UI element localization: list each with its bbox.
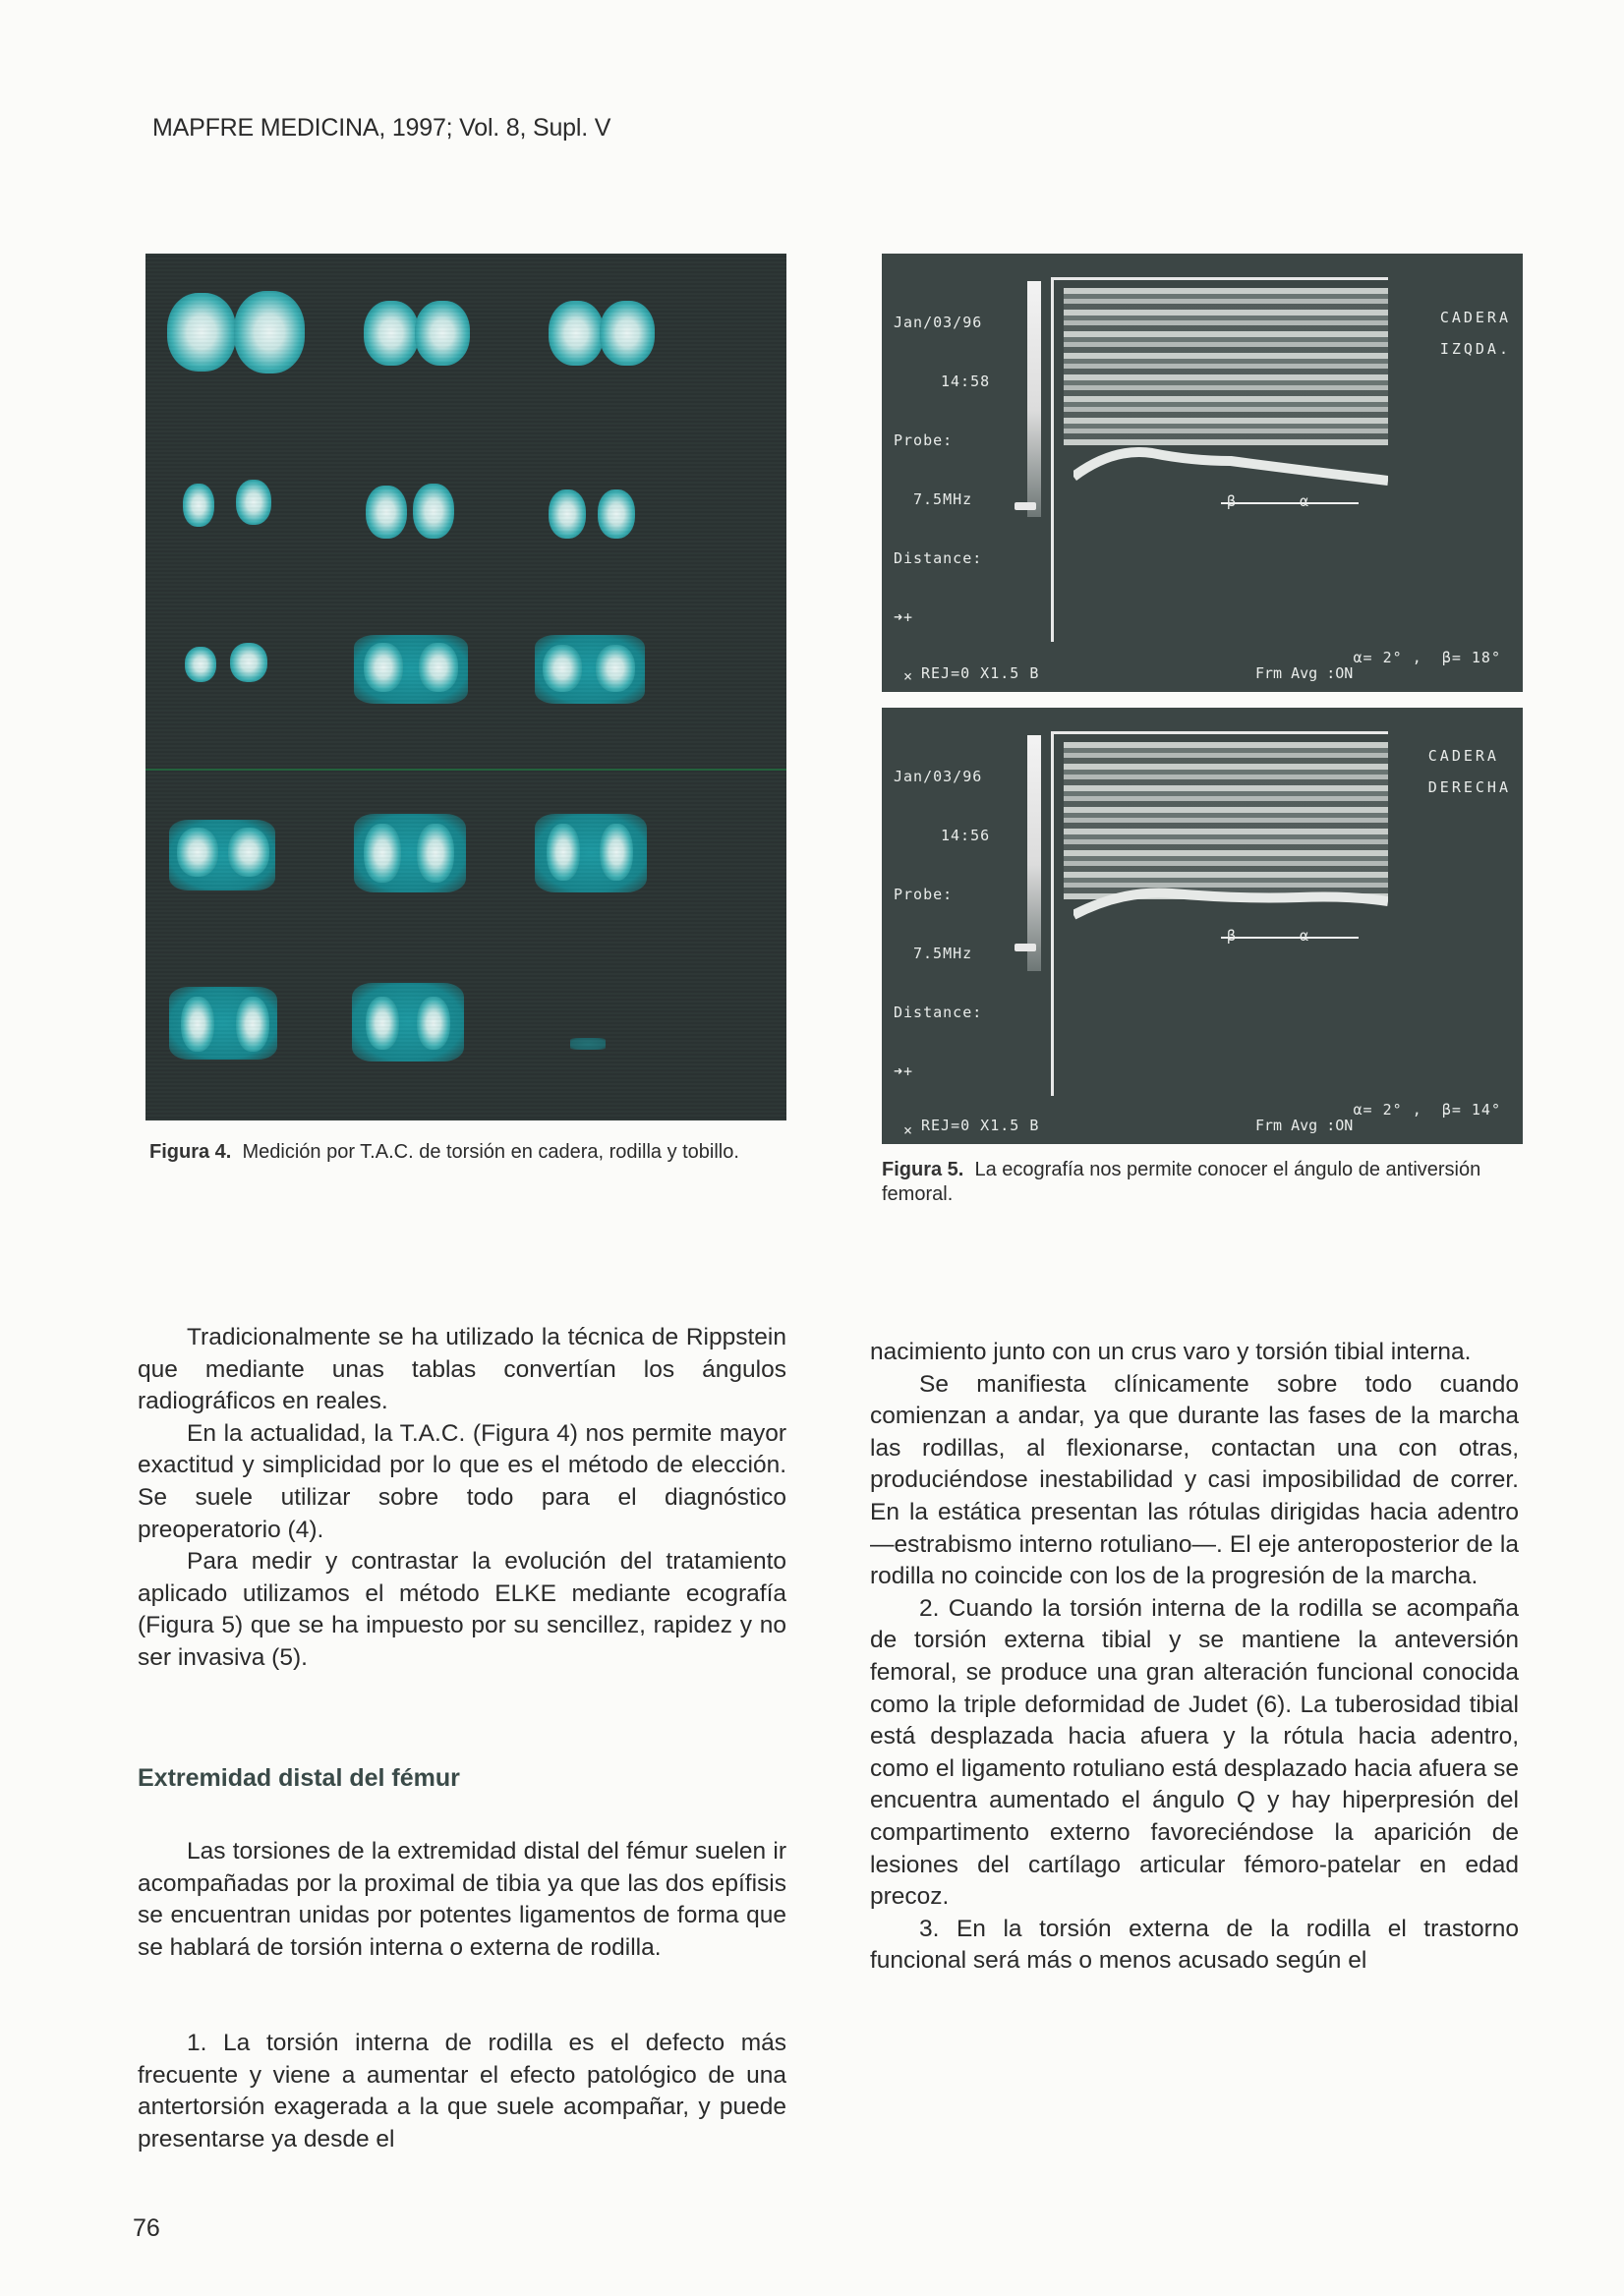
cursor-arrow-icon: ➜+ xyxy=(894,1062,914,1080)
cursor-x-icon: × xyxy=(903,1121,914,1139)
figure-5-caption-text: La ecografía nos permite conocer el ángulo de antiversión femoral. xyxy=(882,1159,1481,1205)
femoral-head-echo xyxy=(1073,447,1388,487)
alpha-angle: α= 2° , xyxy=(1353,649,1422,666)
page-number: 76 xyxy=(133,2214,160,2242)
ct-slice xyxy=(364,824,401,883)
ct-slice xyxy=(598,489,635,539)
probe-label: Probe: xyxy=(894,886,954,903)
figure-4-caption xyxy=(149,1140,788,1165)
measurement-line xyxy=(1221,502,1359,504)
frame-average-readout: Frm Avg :ON xyxy=(1255,664,1354,682)
distance-label: Distance: xyxy=(894,1004,983,1021)
ct-slice xyxy=(236,997,269,1052)
grayscale-bar xyxy=(1027,735,1041,971)
distance-label: Distance: xyxy=(894,549,983,567)
cursor-arrow-icon: ➜+ xyxy=(894,608,914,626)
femoral-head-echo xyxy=(1073,882,1388,921)
ct-slice xyxy=(570,1038,606,1050)
grayscale-bar xyxy=(1027,281,1041,517)
paragraph: Tradicionalmente se ha utilizado la técnica de Rippstein que mediante unas tablas convertían los ángulos radiográficos en reales. xyxy=(138,1324,786,1415)
ct-slice xyxy=(364,301,419,366)
alpha-angle: α= 2° , xyxy=(1353,1101,1422,1119)
scan-time: 14:56 xyxy=(941,827,991,844)
ct-slice xyxy=(230,643,267,682)
ct-slice xyxy=(366,997,399,1050)
ct-slice xyxy=(183,484,214,527)
figure-4-caption-text: Medición por T.A.C. de torsión en cadera, rodilla y tobillo. xyxy=(242,1141,739,1163)
alpha-marker: α xyxy=(1300,492,1309,510)
scan-artifact-line xyxy=(145,769,786,771)
beta-marker: β xyxy=(1227,927,1237,945)
journal-header: MAPFRE MEDICINA, 1997; Vol. 8, Supl. V xyxy=(152,114,611,142)
beta-angle: β= 14° xyxy=(1441,1101,1501,1119)
scan-time: 14:58 xyxy=(941,373,991,390)
beta-marker: β xyxy=(1227,492,1237,510)
ultrasound-info-panel xyxy=(894,727,990,1144)
ct-slice xyxy=(181,997,214,1052)
paragraph: Se manifiesta clínicamente sobre todo cuando comienzan a andar, ya que durante las fases de la marcha las rodillas, al flexionarse, contactan una con otras, produciéndose inestabilidad y casi imposibilidad de correr. En la estática presentan las rótulas dirigidas hacia adentro —estrabismo interno rotuliano—. El eje anteroposterior de la rodilla no coincide con los de la progresión de la marcha. xyxy=(870,1370,1519,1590)
side-label-line-1: CADERA xyxy=(1439,309,1511,326)
side-label-line-2: IZQDA. xyxy=(1439,340,1511,358)
side-label-line-2: DERECHA xyxy=(1427,778,1511,796)
ct-slice xyxy=(600,301,655,366)
alpha-marker: α xyxy=(1300,927,1309,945)
cursor-x-icon: × xyxy=(903,667,914,685)
ct-slice xyxy=(419,643,458,692)
rej-zoom-readout: REJ=0 X1.5 B xyxy=(921,664,1040,682)
ct-slice xyxy=(364,643,403,692)
angle-readout xyxy=(1354,1101,1501,1119)
ct-slice xyxy=(547,824,580,881)
ct-slice xyxy=(167,293,236,372)
probe-marker-icon xyxy=(1015,944,1036,951)
soft-tissue-layers xyxy=(1064,742,1388,899)
ct-slice xyxy=(549,489,586,539)
ct-slice xyxy=(413,484,454,539)
probe-label: Probe: xyxy=(894,431,954,449)
ct-slice xyxy=(177,828,218,877)
ct-slice xyxy=(415,301,470,366)
rej-zoom-readout: REJ=0 X1.5 B xyxy=(921,1117,1040,1134)
paragraph: Para medir y contrastar la evolución del tratamiento aplicado utilizamos el método ELKE mediante ecografía (Figura 5) que se ha impuesto por su sencillez, rapidez y no ser invasiva (5). xyxy=(138,1548,786,1671)
probe-value: 7.5MHz xyxy=(913,490,973,508)
ct-slice xyxy=(228,828,269,877)
ct-slice xyxy=(417,997,450,1050)
ct-slice xyxy=(236,480,271,525)
figure-5-caption xyxy=(882,1158,1521,1207)
ultrasound-scan-area xyxy=(1051,277,1388,642)
figure-5-label: Figura 5. xyxy=(882,1159,964,1180)
list-item: 1. La torsión interna de rodilla es el defecto más frecuente y viene a aumentar el efecto patológico de una antertorsión exagerada a la que suele acompañar, y puede presentarse ya desde el xyxy=(138,2030,786,2152)
right-column xyxy=(870,1337,1519,1978)
ct-slice xyxy=(185,647,216,682)
figure-5-ultrasound-left-hip xyxy=(882,254,1523,692)
figure-4-label: Figura 4. xyxy=(149,1141,232,1163)
ct-slice xyxy=(366,486,407,539)
ct-slice xyxy=(596,645,635,692)
angle-readout xyxy=(1354,649,1501,666)
ct-slice xyxy=(543,645,582,692)
beta-angle: β= 18° xyxy=(1441,649,1501,666)
figure-4-ct-image xyxy=(145,254,786,1120)
probe-value: 7.5MHz xyxy=(913,945,973,962)
measurement-line xyxy=(1221,937,1359,939)
scan-date: Jan/03/96 xyxy=(894,768,983,785)
left-column-section xyxy=(138,1836,786,1964)
left-column-intro xyxy=(138,1322,786,1675)
side-label-line-1: CADERA xyxy=(1427,747,1499,765)
frame-average-readout: Frm Avg :ON xyxy=(1255,1117,1354,1134)
paragraph: nacimiento junto con un crus varo y torsión tibial interna. xyxy=(870,1339,1472,1365)
left-column-item-1 xyxy=(138,2028,786,2155)
section-heading: Extremidad distal del fémur xyxy=(138,1764,460,1792)
figure-5-ultrasound-right-hip xyxy=(882,708,1523,1144)
ct-slice xyxy=(417,824,454,883)
ultrasound-info-panel xyxy=(894,273,990,692)
probe-marker-icon xyxy=(1015,502,1036,510)
side-label xyxy=(1440,309,1511,358)
paragraph: Las torsiones de la extremidad distal del fémur suelen ir acompañadas por la proximal de tibia ya que las dos epífisis se encuentran unidas por potentes ligamentos de forma que se hablará de torsión interna o externa de rodilla. xyxy=(138,1838,786,1961)
soft-tissue-layers xyxy=(1064,288,1388,445)
ultrasound-scan-area xyxy=(1051,731,1388,1096)
list-item: 3. En la torsión externa de la rodilla el trastorno funcional será más o menos acusado según el xyxy=(870,1915,1519,1975)
list-item: 2. Cuando la torsión interna de la rodilla se acompaña de torsión externa tibial y se mantiene la anteversión femoral, se produce una gran alteración funcional conocida como la triple deformidad de Judet (6). La tuberosidad tibial está desplazada hacia afuera y la rótula hacia adentro, como el ligamento rotuliano está desplazado hacia afuera se encuentra aumentado el ángulo Q y hay hiperpresión del compartimento externo favoreciéndose la aparición de lesiones del cartílago articular fémoro-patelar en edad precoz. xyxy=(870,1594,1519,1911)
scan-date: Jan/03/96 xyxy=(894,314,983,331)
ct-slice xyxy=(234,291,305,373)
side-label xyxy=(1428,747,1511,796)
paragraph: En la actualidad, la T.A.C. (Figura 4) nos permite mayor exactitud y simplicidad por lo que es el método de elección. Se suele utilizar sobre todo para el diagnóstico preoperatorio (4). xyxy=(138,1419,786,1543)
ct-slice xyxy=(600,824,633,881)
ct-slice xyxy=(549,301,604,366)
